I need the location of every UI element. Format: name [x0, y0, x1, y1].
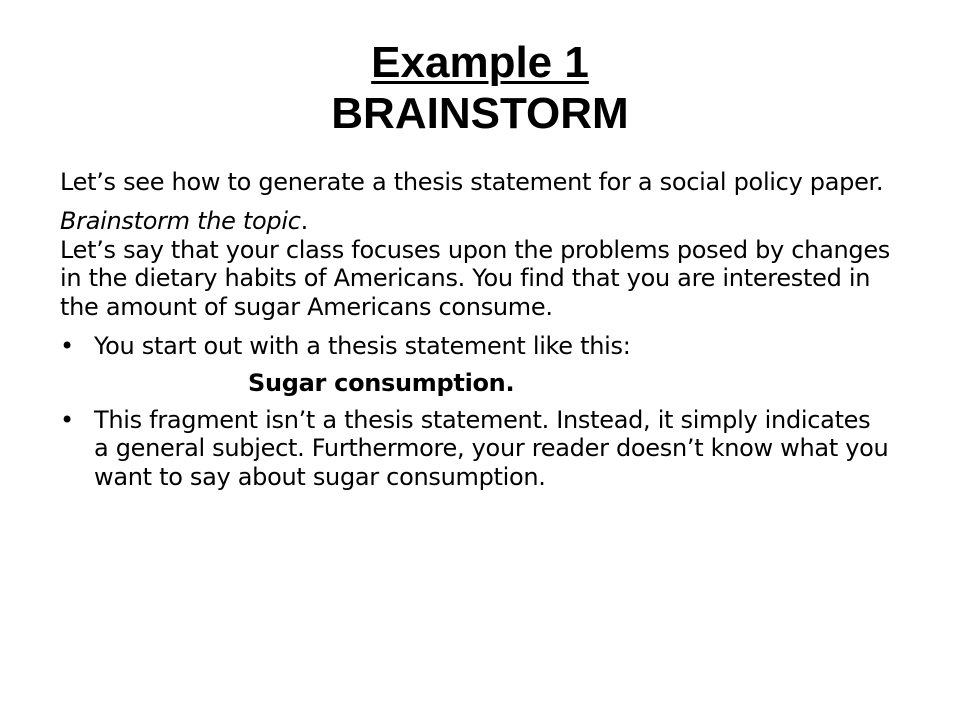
step-label: Brainstorm the topic	[60, 206, 301, 235]
bullet-text: This fragment isn’t a thesis statement. Instead, it simply indicates a general subject. Furthermore, your reader doesn’t know what you want to say about sugar consumption.	[94, 405, 889, 492]
slide-title	[0, 38, 960, 139]
bullet-icon: •	[60, 405, 74, 434]
title-brainstorm: BRAINSTORM	[331, 89, 629, 139]
example-statement: Sugar consumption.	[248, 368, 515, 397]
bullet-text: You start out with a thesis statement like this:	[94, 331, 631, 360]
title-example: Example 1	[371, 38, 589, 87]
brainstorm-paragraph	[60, 207, 890, 322]
step-period: .	[300, 206, 308, 235]
step-text: Let’s say that your class focuses upon the problems posed by changes in the dietary habits of Americans. You find that you are interested in the amount of sugar Americans consume.	[60, 235, 891, 322]
bullet-item	[60, 332, 890, 361]
bullet-icon: •	[60, 331, 74, 360]
slide-body	[60, 168, 890, 500]
bullet-item	[60, 406, 890, 492]
intro-paragraph: Let’s see how to generate a thesis statement for a social policy paper.	[60, 168, 884, 196]
